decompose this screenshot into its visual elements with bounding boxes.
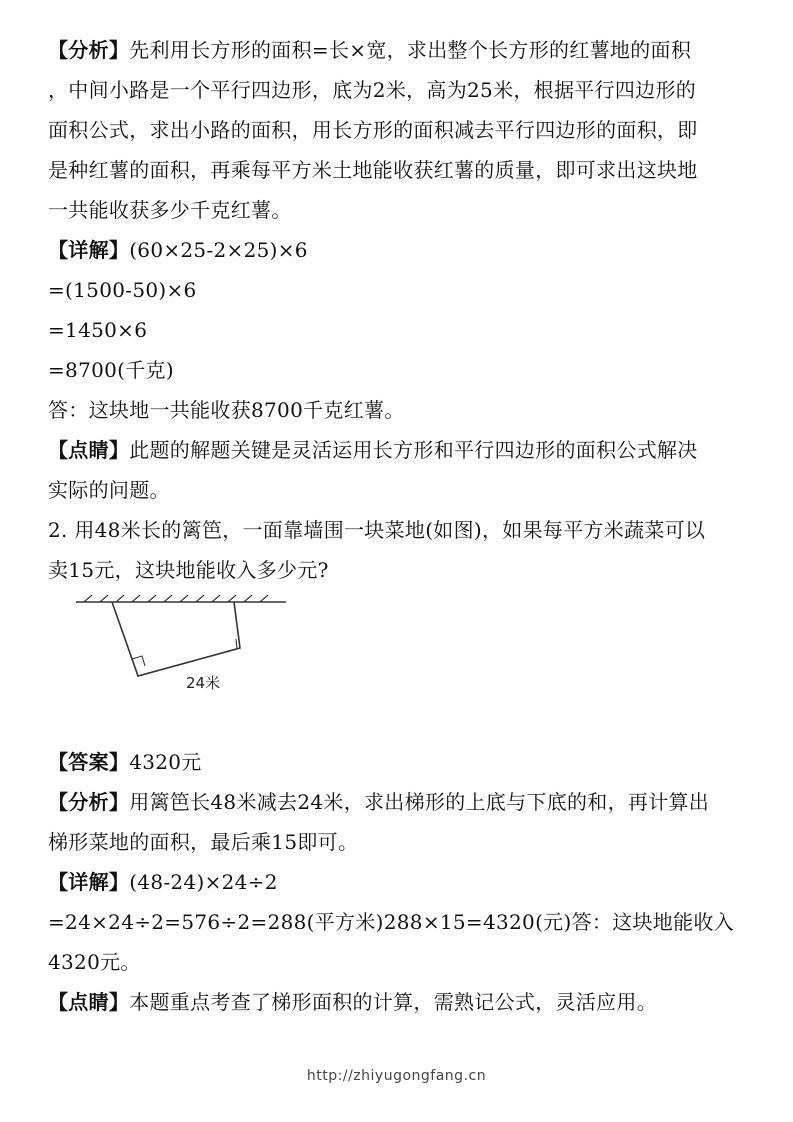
question-2-line-2: 卖15元，这块地能收入多少元? (48, 558, 329, 582)
trapezoid-figure (70, 592, 748, 742)
detail-1-line-2: =(1500-50)×6 (48, 278, 197, 302)
wall-hatching (84, 595, 268, 602)
answer-2-tag: 【答案】 (48, 750, 130, 774)
comment-1-tag: 【点睛】 (48, 438, 130, 462)
detail-2-line-2: =24×24÷2=576÷2=288(平方米)288×15=4320(元)答：这块地能收入 (48, 910, 734, 934)
detail-1-text-1: (60×25-2×25)×6 (129, 238, 308, 262)
comment-1-line-2: 实际的问题。 (48, 478, 170, 502)
detail-1-line-3: =1450×6 (48, 318, 148, 342)
detail-2-line-3: 4320元。 (48, 950, 141, 974)
analysis-1-line-4: 是种红薯的面积，再乘每平方米土地能收获红薯的质量，即可求出这块地 (48, 158, 698, 182)
analysis-1-line-2: ，中间小路是一个平行四边形，底为2米，高为25米，根据平行四边形的 (48, 78, 697, 102)
answer-2-value: 4320元 (129, 750, 202, 774)
detail-2-tag: 【详解】 (48, 870, 130, 894)
comment-1-text-1: 此题的解题关键是灵活运用长方形和平行四边形的面积公式解决 (129, 438, 698, 462)
base-length-label: 24米 (186, 674, 221, 692)
comment-2-text-1: 本题重点考查了梯形面积的计算，需熟记公式，灵活应用。 (129, 990, 658, 1014)
right-angle-mark-right (228, 639, 237, 651)
detail-2-line-1 (48, 862, 748, 902)
analysis-1-line-3: 面积公式，求出小路的面积，用长方形的面积减去平行四边形的面积，即 (48, 118, 698, 142)
fence-outline (112, 602, 240, 676)
answer-2-line (48, 742, 748, 782)
analysis-2-line-2: 梯形菜地的面积，最后乘15即可。 (48, 830, 359, 854)
detail-1-line-1 (48, 230, 748, 270)
analysis-1-tag: 【分析】 (48, 38, 130, 62)
comment-2-line-1 (48, 982, 748, 1022)
analysis-2-text-1: 用篱笆长48米减去24米，求出梯形的上底与下底的和，再计算出 (129, 790, 710, 814)
detail-1-tag: 【详解】 (48, 238, 130, 262)
detail-1-answer: 答：这块地一共能收获8700千克红薯。 (48, 398, 405, 422)
analysis-1-line-5: 一共能收获多少千克红薯。 (48, 198, 292, 222)
analysis-2-tag: 【分析】 (48, 790, 130, 814)
comment-2-tag: 【点睛】 (48, 990, 130, 1014)
analysis-2-line-1 (48, 782, 748, 822)
footer-url[interactable]: http://zhiyugongfang.cn (306, 1068, 487, 1084)
analysis-1-text-1: 先利用长方形的面积=长×宽，求出整个长方形的红薯地的面积 (129, 38, 692, 62)
detail-1-line-4: =8700(千克) (48, 358, 174, 382)
trapezoid-diagram (70, 592, 310, 712)
question-2-line-1: 2. 用48米长的篱笆，一面靠墙围一块菜地(如图)，如果每平方米蔬菜可以 (48, 518, 706, 542)
analysis-1-line-1 (48, 30, 748, 70)
document-body (48, 30, 748, 1022)
detail-2-text-1: (48-24)×24÷2 (129, 870, 278, 894)
comment-1-line-1 (48, 430, 748, 470)
